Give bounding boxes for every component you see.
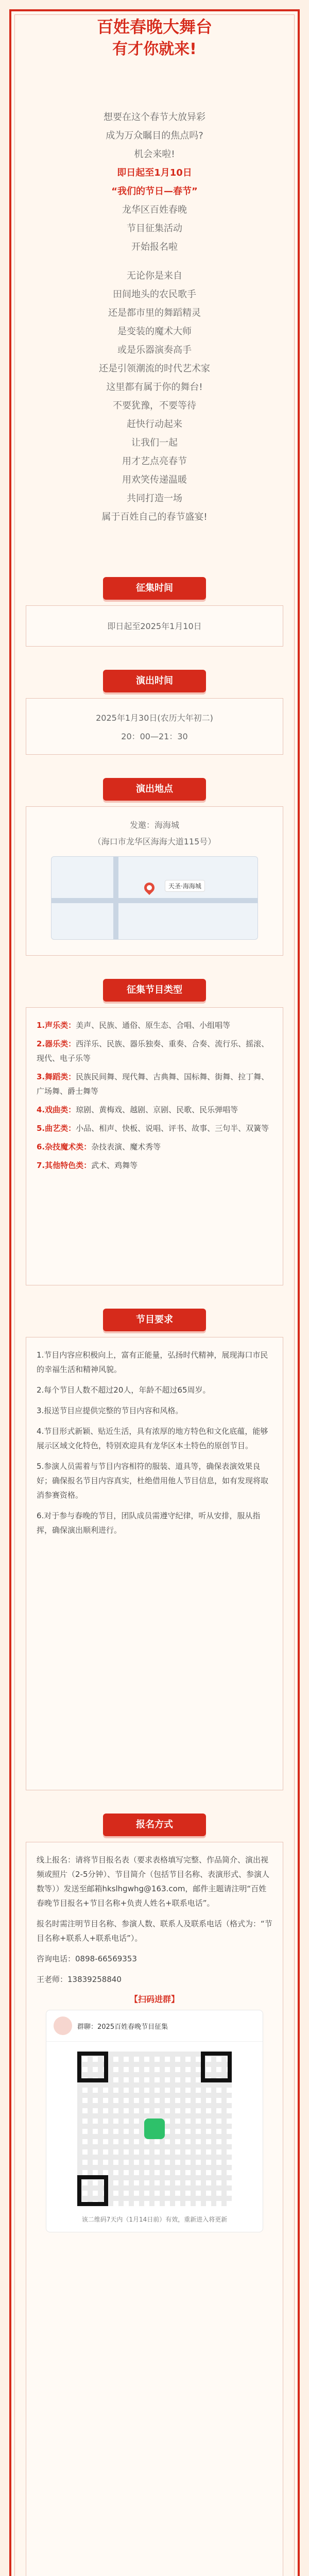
category-label: 7.其他特色类： [37, 1161, 92, 1170]
qr-caption: 该二维码7天内（1月14日前）有效，重新进入将更新 [81, 2216, 228, 2223]
category-item [37, 1158, 272, 1173]
intro-line: 龙华区百姓春晚 [122, 205, 187, 215]
intro-line: 开始报名啦 [131, 242, 178, 252]
intro-line: 想要在这个春节大放异彩 [104, 112, 205, 123]
show-date: 2025年1月30日(农历大年初二) [96, 713, 213, 723]
category-text: 杂技表演、魔术秀等 [91, 1142, 161, 1151]
category-text: 西洋乐、民族、器乐独奏、重奏、合奏、流行乐、摇滚、现代、电子乐等 [37, 1039, 269, 1063]
category-label: 2.器乐类： [37, 1039, 76, 1048]
intro-line: 节目征集活动 [127, 223, 182, 234]
wechat-logo-icon [144, 2119, 165, 2139]
intro-highlight-deadline: 即日起至1月10日 [117, 167, 192, 178]
venue-address: （海口市龙华区海海大道115号） [93, 837, 216, 846]
category-label: 4.戏曲类： [37, 1105, 76, 1114]
collection-time-text: 即日起至2025年1月10日 [107, 621, 202, 631]
intro-line: 这里都有属于你的舞台! [106, 382, 203, 393]
qr-card-header [46, 2010, 263, 2042]
requirement-paragraph: 4.节目形式新颖、贴近生活，具有浓厚的地方特色和文化底蕴，能够展示区域文化特色，特别欢迎具有龙华区本土特色的原创节目。 [37, 1427, 268, 1450]
category-label: 3.舞蹈类： [37, 1072, 76, 1081]
signup-paragraph: 报名时需注明节目名称、参演人数、联系人及联系电话（格式为：“节目名称+联系人+联系电话”）。 [37, 1919, 272, 1943]
map-pin-icon [142, 880, 157, 895]
category-text: 民族民间舞、现代舞、古典舞、国标舞、街舞、拉丁舞、广场舞、爵士舞等 [37, 1072, 269, 1096]
intro-line: 田间地头的农民歌手 [113, 289, 196, 300]
intro-line: 共同打造一场 [127, 493, 182, 504]
qr-finder-icon [201, 2052, 232, 2082]
map-venue-label: 天圣·海海城 [165, 880, 205, 892]
qr-finder-icon [77, 2175, 108, 2206]
requirement-paragraph: 6.对于参与春晚的节目，团队成员需遵守纪律，听从安排，服从指挥，确保演出顺利进行。 [37, 1511, 261, 1535]
section-title-requirements: 节目要求 [103, 1309, 206, 1331]
show-time-range: 20：00—21：30 [121, 732, 188, 741]
section-title-signup: 报名方式 [103, 1814, 206, 1836]
qr-card-title: 群聊：2025百姓春晚节目征集 [77, 2023, 168, 2031]
venue-map[interactable] [51, 856, 258, 940]
intro-line: 还是引领潮流的时代艺术家 [99, 363, 210, 374]
poster-title-line2: 有才你就来! [112, 40, 197, 58]
category-item [37, 1140, 272, 1154]
section-title-venue: 演出地点 [103, 778, 206, 801]
intro-highlight-theme: “我们的节日—春节” [111, 186, 198, 197]
intro-line: 是变装的魔术大师 [117, 326, 192, 337]
intro-line: 用欢笑传递温暖 [122, 474, 187, 485]
section-title-collection-time: 征集时间 [103, 577, 206, 600]
category-item [37, 1018, 272, 1032]
section-box-categories [26, 1007, 283, 1285]
category-item [37, 1103, 272, 1117]
category-item [37, 1121, 272, 1136]
signup-paragraph: 线上报名：请将节目报名表（要求表格填写完整、作品简介、演出视频或照片（2-5分钟）、节目简介（包括节目名称、表演形式、参演人数等））发送至邮箱hkslhgwhg@163.com，邮件主题请注明“百姓春晚节目报名+节目名称+负责人姓名+联系电话”。 [37, 1855, 270, 1908]
group-qr-code-marks [77, 2052, 232, 2206]
requirement-paragraph: 2.每个节目人数不超过20人，年龄不超过65周岁。 [37, 1385, 211, 1395]
intro-line: 赶快行动起来 [127, 419, 182, 430]
intro-text-block [31, 108, 278, 527]
section-box-signup [26, 1842, 283, 2576]
intro-line: 成为万众瞩目的焦点吗? [106, 130, 203, 141]
intro-line: 还是都市里的舞蹈精灵 [108, 308, 201, 318]
category-label: 1.声乐类： [37, 1021, 76, 1030]
categories-list [37, 1018, 272, 1173]
category-item [37, 1070, 272, 1098]
consult-phone: 咨询电话：0898-66569353 [37, 1954, 137, 1963]
requirement-paragraph: 1.节目内容应积极向上，富有正能量，弘扬时代精神，展现海口市民的幸福生活和精神风貌。 [37, 1350, 268, 1374]
poster-header [15, 15, 294, 103]
map-road [113, 857, 118, 939]
map-road [52, 898, 258, 903]
intro-line: 或是乐器演奏高手 [117, 345, 192, 355]
section-box-venue [26, 806, 283, 956]
teacher-phone: 王老师：13839258840 [37, 1975, 122, 1984]
category-label: 5.曲艺类： [37, 1124, 76, 1133]
qr-finder-icon [77, 2052, 108, 2082]
section-title-show-time: 演出时间 [103, 670, 206, 692]
poster-title-line1: 百姓春晚大舞台 [96, 17, 212, 37]
requirement-paragraph: 5.参演人员需着与节目内容相符的服装、道具等，确保表演效果良好；确保报名节目内容真实，杜绝借用他人节目信息，如有发现将取消参赛资格。 [37, 1462, 269, 1500]
section-title-categories: 征集节目类型 [103, 979, 206, 1002]
section-box-show-time [26, 698, 283, 755]
intro-line: 不要犹豫，不要等待 [113, 400, 196, 411]
intro-line: 属于百姓自己的春节盛宴! [101, 512, 208, 522]
category-text: 武术、鸡舞等 [91, 1161, 138, 1170]
category-item [37, 1037, 272, 1065]
requirement-paragraph: 3.报送节目应提供完整的节目内容和风格。 [37, 1406, 183, 1415]
qr-heading: 【扫码进群】 [129, 1994, 179, 2004]
venue-name: 发邀：海海城 [129, 820, 179, 830]
category-text: 美声、民族、通俗、原生态、合唱、小组唱等 [76, 1021, 231, 1030]
category-text: 琼剧、黄梅戏、越剧、京剧、民歌、民乐弹唱等 [76, 1105, 238, 1114]
category-text: 小品、相声、快板、说唱、评书、故事、三句半、双簧等 [76, 1124, 269, 1133]
group-avatar [54, 2016, 72, 2035]
category-label: 6.杂技魔术类： [37, 1142, 92, 1151]
intro-line: 机会来啦! [134, 149, 175, 160]
intro-line: 用才艺点亮春节 [122, 456, 187, 467]
section-box-collection-time [26, 605, 283, 647]
section-box-requirements [26, 1337, 283, 1790]
intro-line: 让我们一起 [131, 437, 178, 448]
intro-line: 无论你是来自 [127, 270, 182, 281]
group-qr-card[interactable] [46, 2010, 263, 2232]
